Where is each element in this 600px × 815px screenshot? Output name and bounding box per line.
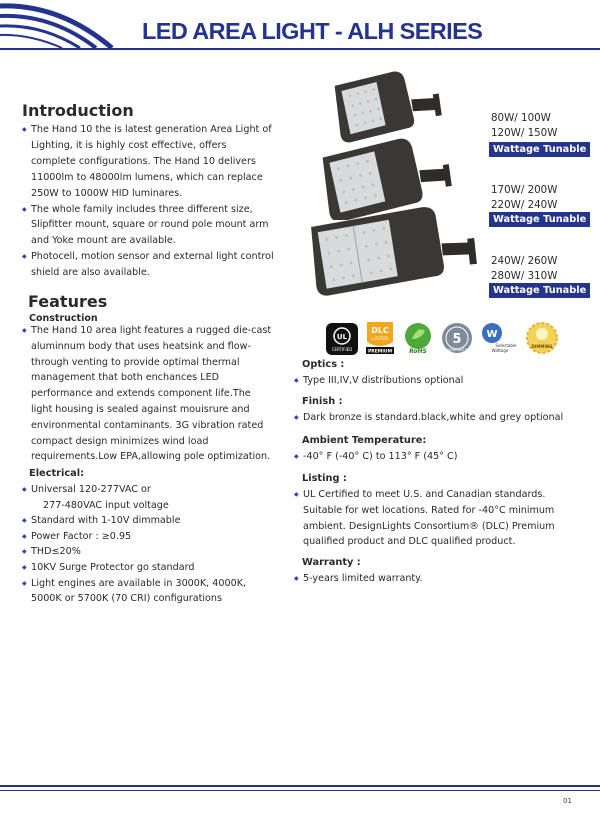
listing-list — [294, 487, 584, 550]
warranty-badge-label: WARRANTY — [447, 348, 467, 352]
header-rule — [0, 48, 600, 50]
dlc-badge-top: DLC — [371, 326, 389, 335]
electrical-item: ◆ THD≤20% — [22, 544, 277, 560]
page-title: LED AREA LIGHT - ALH SERIES — [142, 18, 483, 44]
svg-text:UL: UL — [336, 333, 348, 341]
electrical-item: ◆ Standard with 1-10V dimmable — [22, 513, 277, 529]
selectable-wattage-line2: Wattage — [491, 348, 509, 353]
ambient-temperature-list — [294, 449, 584, 465]
footer-rule-thin — [0, 790, 600, 791]
dlc-badge-mid: LISTED — [372, 337, 388, 342]
features-heading: Features — [28, 292, 108, 311]
intro-item: ◆ The Hand 10 the is latest generation Area Light of Lighting, it is highly cost effective, offers complete configurations. The Hand 10 delivers 11000lm to 48000lm lumens, which can replace 250W to 1000W HID luminares. — [22, 122, 274, 202]
optics-list — [294, 373, 584, 389]
construction-heading: Construction — [29, 313, 98, 324]
wattage-tunable-tag: Wattage Tunable — [489, 142, 590, 157]
electrical-item — [22, 482, 277, 513]
dlc-premium-badge — [363, 320, 397, 356]
introduction-heading: Introduction — [22, 101, 134, 120]
electrical-item: ◆ 10KV Surge Protector go standard — [22, 560, 277, 576]
warranty-badge — [440, 321, 474, 355]
page-number: 01 — [563, 797, 572, 805]
dimming-badge — [524, 320, 560, 356]
wattage-line: 220W/ 240W — [491, 199, 558, 211]
warranty-heading: Warranty : — [302, 557, 361, 568]
svg-text:W: W — [486, 329, 498, 340]
selectable-wattage-line1: Selectable — [495, 343, 517, 348]
ul-badge-label: CERTIFIED — [331, 347, 353, 352]
rohs-badge-label: RoHS — [409, 348, 427, 355]
wattage-line: 120W/ 150W — [491, 127, 558, 139]
listing-item: ◆ UL Certified to meet U.S. and Canadian standards. Suitable for wet locations. Rated for -40°C minimum ambient. DesignLights Consortium® (DLC) Premium qualified product and DLC qualified product. — [294, 487, 584, 550]
introduction-list — [22, 122, 274, 281]
warranty-list — [294, 571, 584, 587]
finish-heading: Finish : — [302, 396, 343, 407]
construction-list — [22, 323, 274, 465]
listing-heading: Listing : — [302, 473, 347, 484]
electrical-item-line: 277-480VAC input voltage — [43, 499, 169, 511]
ul-certified-badge — [324, 322, 360, 356]
intro-item: ◆ The whole family includes three different size, Slipfitter mount, square or round pole mount arm and Yoke mount are available. — [22, 202, 274, 250]
wattage-options-small — [491, 111, 557, 141]
electrical-list — [22, 482, 277, 607]
wattage-options-large — [491, 254, 557, 284]
ambient-temperature-heading: Ambient Temperature: — [302, 435, 427, 446]
wattage-tunable-tag: Wattage Tunable — [489, 212, 590, 227]
dlc-badge-bottom: PREMIUM — [367, 349, 393, 355]
wattage-options-medium — [491, 183, 557, 213]
electrical-item: ◆ Power Factor : ≥0.95 — [22, 529, 277, 545]
rohs-badge — [401, 321, 435, 355]
finish-item: ◆ Dark bronze is standard.black,white and grey optional — [294, 410, 584, 426]
wattage-line: 170W/ 200W — [491, 184, 558, 196]
electrical-item: ◆ Light engines are available in 3000K, 4000K, 5000K or 5700K (70 CRI) configurations — [22, 576, 277, 607]
warranty-item: ◆ 5-years limited warranty. — [294, 571, 584, 587]
selectable-wattage-badge — [480, 321, 520, 355]
intro-item: ◆ Photocell, motion sensor and external light control shield are also available. — [22, 249, 274, 281]
wattage-line: 280W/ 310W — [491, 270, 558, 282]
dimming-badge-label: DIMMING — [531, 344, 553, 349]
optics-item: ◆ Type III,IV,V distributions optional — [294, 373, 584, 389]
electrical-item-line: ◆ Universal 120-277VAC or — [31, 484, 151, 495]
finish-list — [294, 410, 584, 426]
ambient-temperature-item: ◆ -40° F (-40° C) to 113° F (45° C) — [294, 449, 584, 465]
electrical-heading: Electrical: — [29, 468, 85, 479]
wattage-line: 80W/ 100W — [491, 112, 551, 124]
footer-rule — [0, 785, 600, 787]
wattage-tunable-tag: Wattage Tunable — [489, 283, 590, 298]
warranty-badge-number: 5 — [452, 332, 462, 347]
area-light-large-image — [308, 204, 488, 296]
construction-item: ◆ The Hand 10 area light features a rugged die-cast aluminnum body that uses heatsink and flow-through venting to provide optimal thermal management that both enchances LED performance and extends component life.The light housing is sealed against mouisrure and environmental contaminants. 3G vibration rated compact design minimizes wind load requirements.Low EPA,allowing pole optimization. — [22, 323, 274, 465]
wattage-line: 240W/ 260W — [491, 255, 558, 267]
optics-heading: Optics : — [302, 359, 345, 370]
